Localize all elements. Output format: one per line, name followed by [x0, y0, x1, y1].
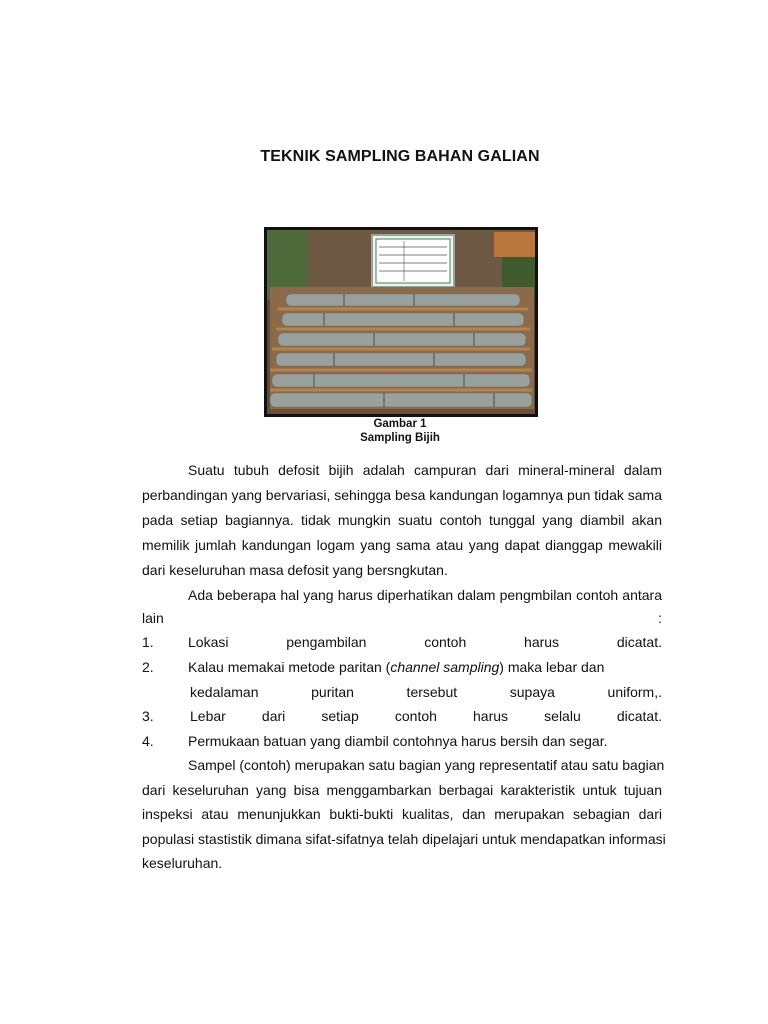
list-number: 3. — [142, 708, 154, 724]
list-number: 4. — [142, 733, 154, 749]
paragraph1-line: dari keseluruhan masa defosit yang bersngkutan. — [142, 562, 448, 578]
paragraph2-line: Ada beberapa hal yang harus diperhatikan dalam pengmbilan contoh antara — [188, 587, 662, 603]
list-number: 2. — [142, 659, 154, 675]
paragraph2-colon: : — [658, 610, 662, 626]
paragraph3-line: dari keseluruhan yang bisa menggambarkan berbagai karakteristik untuk tujuan — [142, 782, 662, 798]
list-item-text: ) maka lebar dan — [499, 659, 605, 675]
figure-label: Gambar 1 — [373, 418, 427, 430]
list-item-italic-text: channel sampling — [390, 659, 500, 675]
paragraph1-line: pada setiap bagiannya. tidak mungkin suatu contoh tunggal yang diambil akan — [142, 512, 662, 528]
figure-caption: Sampling Bijih — [360, 432, 440, 444]
list-item — [188, 659, 662, 675]
paragraph1-line: Suatu tubuh defosit bijih adalah campuran dari mineral-mineral dalam — [188, 462, 662, 478]
list-item-text: Kalau memakai metode paritan ( — [188, 659, 391, 675]
list-item: Permukaan batuan yang diambil contohnya harus bersih dan segar. — [188, 733, 608, 749]
list-item: Lebar dari setiap contoh harus selalu dicatat. — [190, 708, 662, 724]
paragraph3-line: keseluruhan. — [142, 855, 223, 871]
paragraph2-line: lain — [142, 610, 164, 626]
paragraph3-line: populasi stastistik dimana sifat-sifatnya telah dipelajari untuk mendapatkan informasi — [142, 831, 666, 847]
paragraph3-line: inspeksi atau menunjukkan bukti-bukti kualitas, dan merupakan sebagian dari — [142, 806, 662, 822]
list-number: 1. — [142, 634, 154, 650]
list-item-continuation: kedalaman puritan tersebut supaya uniform,. — [190, 684, 662, 700]
core-sample-photo — [264, 227, 538, 417]
paragraph3-line: Sampel (contoh) merupakan satu bagian yang representatif atau satu bagian — [188, 757, 665, 773]
list-item: Lokasi pengambilan contoh harus dicatat. — [188, 634, 662, 650]
document-title: TEKNIK SAMPLING BAHAN GALIAN — [260, 148, 540, 165]
paragraph1-line: memilik jumlah kandungan logam yang sama atau yang dapat dianggap mewakili — [142, 537, 662, 553]
paragraph1-line: perbandingan yang bervariasi, sehingga besa kandungan logamnya pun tidak sama — [142, 487, 662, 503]
